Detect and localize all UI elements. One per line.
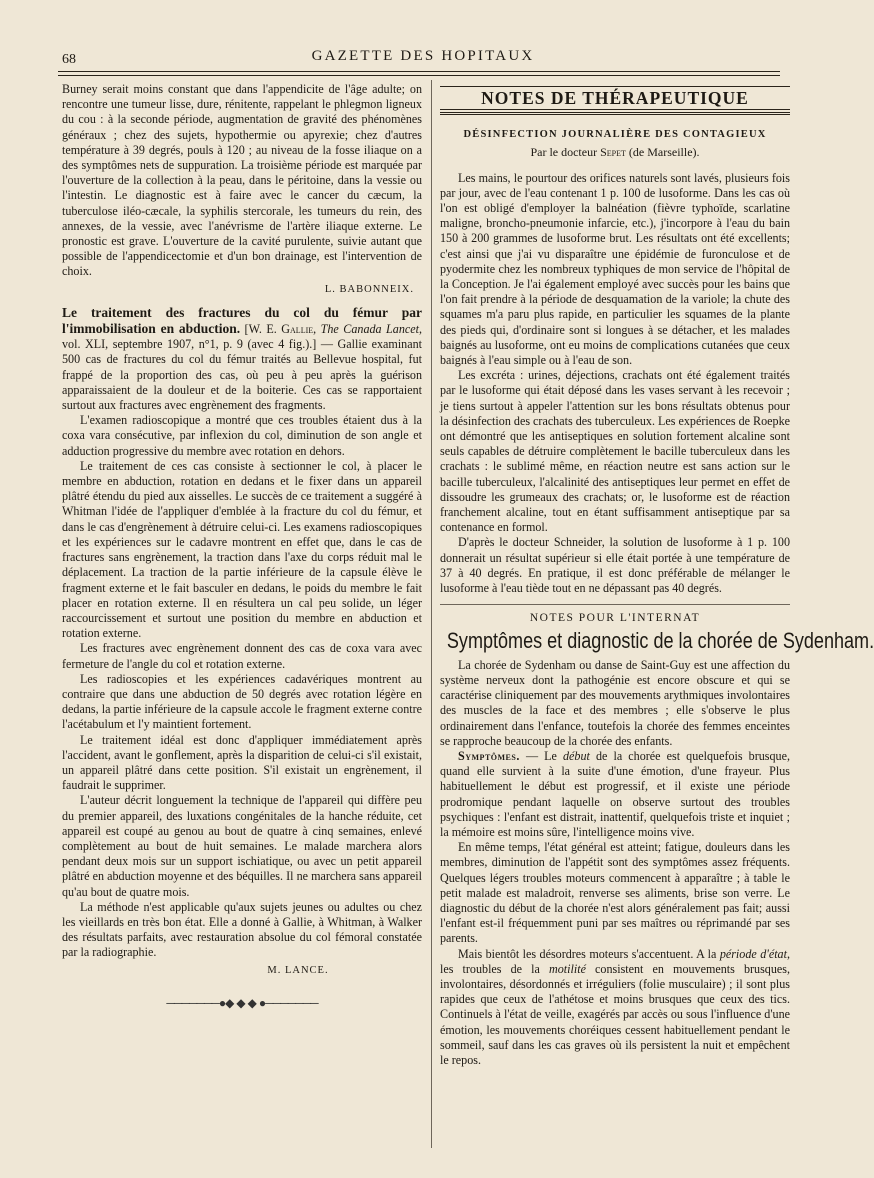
- paragraph-methode: La méthode n'est applicable qu'aux sujets jeunes ou adultes ou chez les vieillards en très bon état. Elle a donné à Gallie, à Whitman, à Walker des résultats parfaits, avec restauration absolue du col fémoral constatée par la radiographie.: [62, 899, 422, 960]
- right-column: [440, 82, 874, 1068]
- paragraph-traitement-ideal: Le traitement idéal est donc d'appliquer immédiatement après l'accident, avant le gonflement, après la disparition de celui-ci s'il existait, un appareil plâtré dans cette position. S'il existait un engrènement, il faudrait le supprimer.: [62, 732, 422, 793]
- journal-reference: The Canada Lancet: [320, 322, 419, 337]
- paragraph-engrenement: Les fractures avec engrènement donnent des cas de coxa vara avec fermeture de l'angle du col et rotation externe.: [62, 641, 422, 671]
- section-title-box: [440, 86, 790, 110]
- journal-title: GAZETTE DES HOPITAUX: [311, 48, 535, 64]
- fracture-article-title: Le traitement des fractures du col du fémur par l'immobilisation en abduction.: [62, 304, 422, 337]
- author-sepet: Sepet: [600, 145, 626, 160]
- section-title: NOTES DE THÉRAPEUTIQUE: [481, 88, 749, 108]
- paragraph-choree-intro: La chorée de Sydenham ou danse de Saint-Guy est une affection du système nerveux dont la pathogénie est encore obscure et qui se caractérise cliniquement par des mouvements arythmiques involontaires des muscles de la face et des membres ; elle s'observe le plus ordinairement dans l'enfance, toutefois la chorée des femmes enceintes se rapproche beaucoup de la chorée des enfants.: [440, 657, 790, 748]
- paragraph-mains: Les mains, le pourtour des orifices naturels sont lavés, plusieurs fois par jour, avec de l'eau contenant 1 p. 100 de lusoforme. Dans les cas où l'on est obligé d'employer la balnéation (fièvre typhoïde, scarlatine maligne, broncho-pneumonie infarcie, etc.), j'incorpore à l'eau du bain 150 à 200 grammes de lusoforme brut. Les résultats ont été excellents; c'est ainsi que j'ai vu disparaître une épidémie de furonculose et de pyodermite chez les nombreux typhiques de mon service de l'hôpital de la Conception. Je l'ai également employé avec succès pour les bains que l'on fait prendre à la période de desquamation de la variole; la chute des squames m'a paru plus rapide, en particulier les squames de la plante des pieds qui, d'ordinaire sont si longues à se détacher, et les malades baignés au lusoforme, ont eu moins de complications cutanées que ceux baignés à l'eau simple ou à l'eau de son.: [440, 170, 790, 368]
- appendicitis-paragraph: Burney serait moins constant que dans l'appendicite de l'âge adulte; on rencontre une tumeur lisse, dure, rénitente, rappelant le phlegmon ligneux du cou : à la seconde période, augmentation de gravité des phénomènes généraux ; chez des sujets, hypothermie ou apyrexie; chez d'autres température à 39 degrés, pouls à 120 ; au niveau de la fosse iliaque on a des symptômes nets de suppuration. La troisième période est marquée par l'ouverture de la collection à la peau, dans le péritoine, dans la vessie ou l'intestin. Le diagnostic est à faire avec le cancer du cæcum, la tuberculose iléo-cæcale, la syphilis stercorale, les tumeurs du rein, des annexes, de la vessie, avec l'anévrisme de l'artère iliaque externe. Le pronostic est grave. L'ouverture de la cavité purulente, suivie autant que possible de l'appendicectomie et d'un bon drainage, est l'intervention de choix.: [62, 82, 422, 279]
- paragraph-periode-etat: Mais bientôt les désordres moteurs s'accentuent. A la période d'état, les troubles de la motilité consistent en mouvements brusques, involontaires, désordonnés et irréguliers (folie musculaire) ; il sont plus rapides que ceux de l'athétose et moins brusques que ceux des tics. Continuels à l'état de veille, exagérés par accès ou sous l'influence d'une émotion, les mouvements choréiques cessent habituellement pendant le sommeil, sauf dans les cas graves où ils persistent la nuit et empêchent le repos.: [440, 946, 790, 1067]
- internat-section-label: NOTES POUR L'INTERNAT: [529, 612, 701, 625]
- paragraph-etat-general: En même temps, l'état général est atteint; fatigue, douleurs dans les membres, diminution de l'appétit sont des symptômes assez fréquents. Quelques légers troubles moteurs commencent à apparaître ; à table le petit malade est maladroit, renverse ses aliments, brise son verre. Le diagnostic du début de la chorée n'est alors généralement pas fait; aussi l'enfant est-il fréquemment puni par ses maîtres ou réprimandé par ses parents.: [440, 840, 790, 946]
- header-rule: [58, 71, 780, 72]
- column-divider: [431, 80, 432, 1148]
- paragraph-symptomes: Symptômes. — Le début de la chorée est quelquefois brusque, quand elle survient à la suite d'une émotion, d'une frayeur. Plus habituellement le début est progressif, et il existe une période prodromique pendant laquelle on observe surtout des troubles psychiques : l'enfant est distrait, inattentif, quelquefois triste et inquiet ; la mémoire est moins sûre, l'intelligence moins vive.: [440, 748, 790, 839]
- article-title: DÉSINFECTION JOURNALIÈRE DES CONTAGIEUX: [463, 129, 767, 141]
- section-separator: [440, 604, 790, 605]
- chorea-article-title: Symptômes et diagnostic de la chorée de Sydenham.: [446, 627, 874, 653]
- fracture-article-intro: Le traitement des fractures du col du fémur par l'immobilisation en abduction. [W. E. Gallie, The Canada Lancet, vol. XLI, septembre 1907, n°1, p. 9 (avec 4 fig.).] — Gallie examinant 500 cas de fractures du col du fémur traités au Bellevue hospital, fut frappé de la proportion des cas, où peu à peu après la guérison apparaissaient de la douleur et de la boiterie. Ces cas se rapportaient surtout aux fractures avec engrènement des fragments.: [62, 304, 423, 413]
- paragraph-excreta: Les excréta : urines, déjections, crachats ont été également traités par le lusoforme qui était déposé dans les vases servant à les recevoir ; je tiens surtout à appeler l'attention sur les bons résultats obtenus pour la désinfection des crachats des tuberculeux. Les expériences de Roepke ont démontré que les antiseptiques en solution fortement alcaline sont seuls capables de détruire complètement le bacille tuberculeux dans les crachats : le sublimé même, en réaction neutre est sans action sur le bacille tuberculeux, l'alcalinité des antiseptiques leur permet en effet de dissoudre les grumeaux des crachats; or, le lusoforme est de réaction franchement alcaline, tout en étant suffisamment antiseptique par sa contenance en formol.: [440, 368, 790, 535]
- paragraph-technique: L'auteur décrit longuement la technique de l'appareil qui diffère peu du premier appareil, des luxations congénitales de la hanche réduite, cet appareil est coupé au genou au bout de quatre à cinq semaines, enlevé complètement au bout de huit semaines. Le malade marchera alors pendant deux mois sur un support ischiatique, ou avec un petit appareil plâtré en abduction moyenne et des béquilles. Il ne marchera sans appareil qu'au bout de quatre mois.: [62, 793, 422, 899]
- paragraph-traitement: Le traitement de ces cas consiste à sectionner le col, à placer le membre en abduction, rotation en dedans et le fixer dans un appareil plâtré étendu du pied aux aisselles. Le succès de ce traitement a suggéré à Whitman l'idée de l'appliquer d'emblée à la fracture du col du fémur, et dans le cas d'engrènement à détruire celui-ci. Les examens radioscopiques et les expériences sur le cadavre montrent en effet que, dans le cas de fractures sans engrènement, la traction dans l'axe du corps réduit mal le déplacement. La traction de la partie inférieure de la capsule élève le fragment externe et le fait basculer en dedans, le poids du membre le fait placer en rotation externe. Il en résultera un cal peu solide, un léger raccourcissement et surtout une position du membre en abduction et rotation externe.: [62, 458, 422, 641]
- author-gallie: Gallie: [281, 322, 314, 337]
- paragraph-experiences: Les radioscopies et les expériences cadavériques montrent au contraire que dans une abduction de 50 degrés avec rotation légère en dedans, la partie inférieure de la capsule accole le fragment externe contre l'acétabulum et l'y maintient fortement.: [62, 671, 422, 732]
- article-byline: Par le docteur Sepet (de Marseille).: [530, 145, 700, 160]
- signature-lance: M. LANCE.: [267, 964, 329, 976]
- left-column: [62, 82, 422, 1011]
- section-rule: [440, 112, 790, 115]
- end-ornament: ───────●◆◆◆●───────: [166, 995, 318, 1010]
- signature-babonneix: L. BABONNEIX.: [324, 283, 414, 295]
- page-header: [58, 44, 788, 68]
- paragraph-radioscopie: L'examen radioscopique a montré que ces troubles étaient dus à la coxa vara consécutive, par inflexion du col, diminution de son angle et adduction progressive du membre avec rotation en dehors.: [62, 413, 422, 458]
- symptomes-label: Symptômes.: [458, 748, 520, 763]
- header-rule-secondary: [58, 75, 780, 76]
- page-number: 68: [62, 52, 76, 67]
- paragraph-schneider: D'après le docteur Schneider, la solution de lusoforme à 1 p. 100 donnerait un résultat supérieur si elle était portée à une température de 37 à 40 degrés. En pratique, il est donc préférable de mélanger le lusoforme à l'eau tiède tout en ne dépassant pas 40 degrés.: [440, 535, 790, 596]
